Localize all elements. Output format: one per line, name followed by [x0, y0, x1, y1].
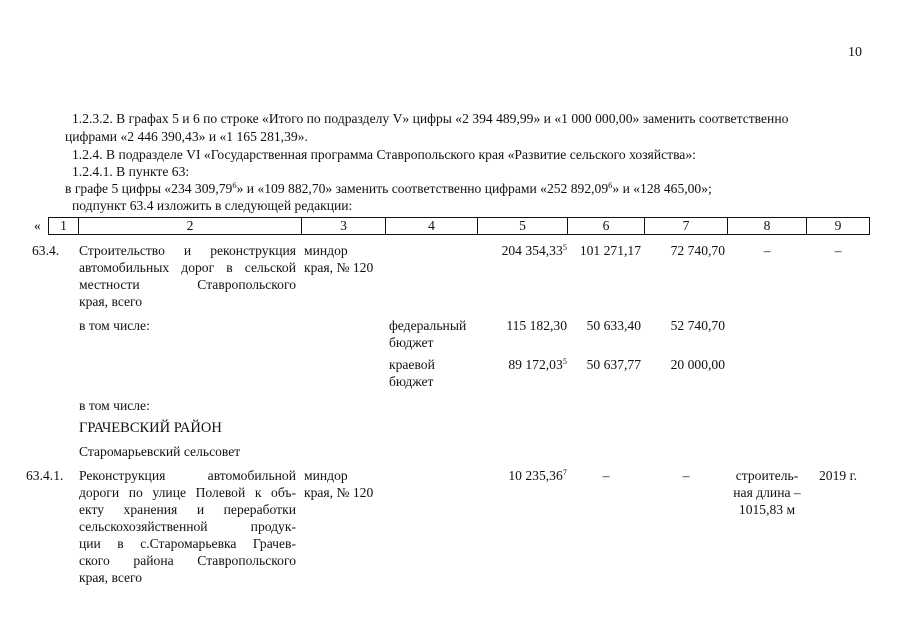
cell-col6: –	[602, 468, 610, 483]
cell-col7: 20 000,00	[670, 357, 725, 372]
page-number: 10	[848, 45, 862, 60]
cell-col5	[478, 467, 567, 486]
table-header-cell: 4	[428, 218, 435, 233]
paragraph-2: 1.2.4. В подразделе VI «Государственная программа Ставропольского края «Развитие сельского хозяйства»:	[72, 147, 696, 162]
district-heading: ГРАЧЕВСКИЙ РАЙОН	[79, 420, 222, 436]
funding-source: краевой	[389, 357, 435, 372]
sub-label: в том числе:	[79, 318, 150, 333]
funding-source: федеральный	[389, 318, 467, 333]
footnote-mark: 5	[562, 242, 567, 252]
paragraph-1-line-1: 1.2.3.2. В графах 5 и 6 по строке «Итого по подразделу V» цифры «2 394 489,99» и «1 000 000,00» заменить соответственно	[72, 111, 789, 126]
cell-col8-line: 1015,83 м	[738, 502, 796, 517]
row-executor: края, № 120	[304, 260, 374, 275]
table-header-cell: 3	[340, 218, 347, 233]
paragraph-4-part-a: в графе 5 цифры «234 309,79	[65, 181, 233, 196]
cell-col7: –	[682, 468, 690, 483]
table-open-quote: «	[34, 218, 41, 233]
cell-col8-line: строитель-	[735, 468, 799, 483]
row-executor: края, № 120	[304, 485, 374, 500]
row-number: 63.4.	[32, 243, 60, 258]
footnote-mark: 6	[608, 180, 613, 190]
cell-value: 89 172,03	[508, 357, 563, 372]
row-name-line: местности Ставропольского	[79, 277, 296, 292]
paragraph-4-part-b: » и «109 882,70» заменить соответственно цифрами «252 892,09	[236, 181, 609, 196]
cell-col8-line: ная длина –	[733, 485, 801, 500]
footnote-mark: 5	[562, 356, 567, 366]
cell-col6: 50 633,40	[586, 318, 641, 333]
row-name-line: ции в с.Старомарьевка Грачев-	[79, 536, 296, 551]
table-header-cell: 2	[186, 218, 194, 233]
table-header-cell: 8	[763, 218, 771, 233]
paragraph-4-part-c: » и «128 465,00»;	[612, 181, 712, 196]
row-name-line: автомобильных дорог в сельской	[79, 260, 296, 275]
row-name-line: ского района Ставропольского	[79, 553, 296, 568]
sub-label: в том числе:	[79, 398, 150, 413]
row-executor: миндор	[304, 468, 348, 483]
cell-col5: 115 182,30	[506, 318, 567, 333]
paragraph-5: подпункт 63.4 изложить в следующей редакции:	[72, 198, 353, 213]
table-header-cell: 6	[602, 218, 610, 233]
row-name-line: екту хранения и переработки	[79, 502, 296, 517]
row-number: 63.4.1.	[26, 468, 64, 483]
row-name-line: края, всего	[79, 294, 143, 309]
cell-value: 204 354,33	[501, 243, 563, 258]
cell-col5	[478, 356, 567, 375]
footnote-mark: 6	[232, 180, 237, 190]
cell-col5	[478, 242, 567, 261]
footnote-mark: 7	[562, 467, 567, 477]
table-header-cell: 1	[60, 218, 67, 233]
cell-col6: 50 637,77	[586, 357, 641, 372]
table-header-cell: 7	[682, 218, 690, 233]
cell-col7: 72 740,70	[670, 243, 725, 258]
funding-source: бюджет	[389, 374, 434, 389]
row-name-line: дороги по улице Полевой к объ-	[79, 485, 296, 500]
table-header-cell: 9	[834, 218, 842, 233]
paragraph-1-line-2: цифрами «2 446 390,43» и «1 165 281,39».	[65, 129, 308, 144]
row-executor: миндор	[304, 243, 348, 258]
funding-source: бюджет	[389, 335, 434, 350]
table-header-bottom-border	[48, 234, 870, 235]
row-name-line: края, всего	[79, 570, 143, 585]
paragraph-3: 1.2.4.1. В пункте 63:	[72, 164, 190, 179]
table-header-cell: 5	[519, 218, 526, 233]
cell-col6: 101 271,17	[579, 243, 641, 258]
table-column-divider	[869, 217, 870, 235]
cell-col7: 52 740,70	[670, 318, 725, 333]
cell-value: 10 235,36	[508, 468, 563, 483]
row-name-line: Строительство и реконструкция	[79, 243, 296, 258]
row-name-line: Реконструкция автомобильной	[79, 468, 296, 483]
cell-col8: –	[763, 243, 771, 258]
row-name-line: сельскохозяйственной продук-	[79, 519, 296, 534]
cell-col9: 2019 г.	[818, 468, 858, 483]
cell-col9: –	[834, 243, 842, 258]
council-heading: Старомарьевский сельсовет	[79, 444, 241, 459]
